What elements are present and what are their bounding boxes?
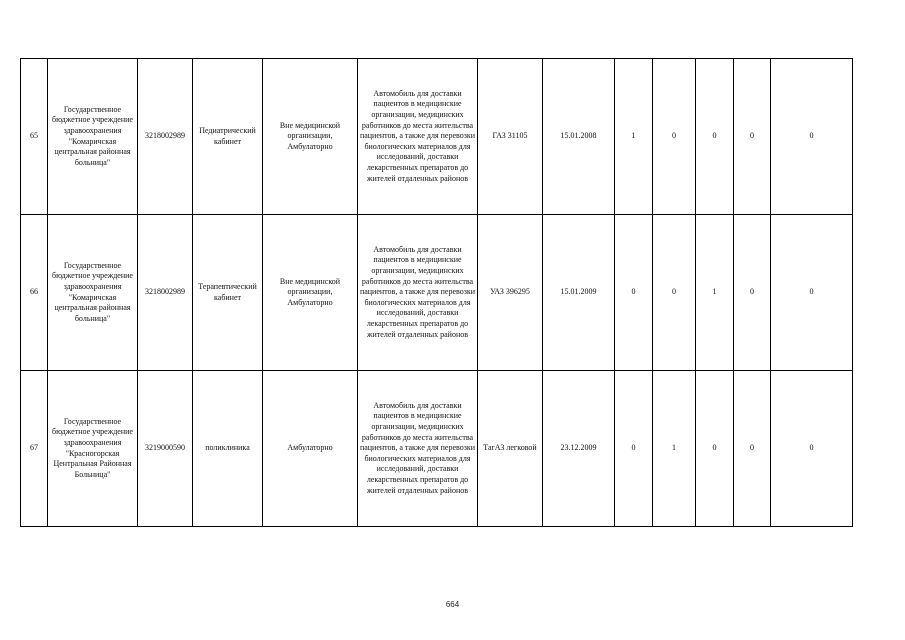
location-cell: Вне медицинской организации, Амбулаторно [263,215,358,371]
count-cell-4: 0 [734,215,771,371]
vehicle-model-cell: ТагАЗ легковой [478,371,543,527]
institution-cell: Государственное бюджетное учреждение здравоохранения "Комаричская центральная районная больница" [48,59,138,215]
count-cell-5: 0 [771,59,853,215]
purpose-cell: Автомобиль для доставки пациентов в медицинские организации, медицинских работников до места жительства пациентов, а также для перевозки биологических материалов для исследований, доставки лекарственных препаратов до жителей отдаленных районов [358,59,478,215]
page-number: 664 [445,600,460,609]
location-cell: Вне медицинской организации, Амбулаторно [263,59,358,215]
institution-cell: Государственное бюджетное учреждение здравоохранения "Красногорская Центральная Районная Больница" [48,371,138,527]
count-cell-5: 0 [771,371,853,527]
count-cell-1: 0 [615,371,653,527]
row-number-cell: 66 [21,215,48,371]
count-cell-3: 0 [696,59,734,215]
count-cell-4: 0 [734,59,771,215]
vehicle-model-cell: ГАЗ 31105 [478,59,543,215]
table-row [21,59,853,215]
count-cell-3: 0 [696,371,734,527]
count-cell-2: 0 [653,215,696,371]
date-cell: 23.12.2009 [543,371,615,527]
count-cell-2: 1 [653,371,696,527]
inn-cell: 3218002989 [138,59,193,215]
count-cell-5: 0 [771,215,853,371]
purpose-cell: Автомобиль для доставки пациентов в медицинские организации, медицинских работников до места жительства пациентов, а также для перевозки биологических материалов для исследований, доставки лекарственных препаратов до жителей отдаленных районов [358,215,478,371]
row-number-cell: 67 [21,371,48,527]
table-row [21,215,853,371]
vehicle-model-cell: УАЗ 396295 [478,215,543,371]
location-cell: Амбулаторно [263,371,358,527]
count-cell-2: 0 [653,59,696,215]
count-cell-1: 0 [615,215,653,371]
purpose-cell: Автомобиль для доставки пациентов в медицинские организации, медицинских работников до места жительства пациентов, а также для перевозки биологических материалов для исследований, доставки лекарственных препаратов до жителей отдаленных районов [358,371,478,527]
inn-cell: 3219000590 [138,371,193,527]
institution-cell: Государственное бюджетное учреждение здравоохранения "Комаричская центральная районная больница" [48,215,138,371]
date-cell: 15.01.2009 [543,215,615,371]
department-cell: Терапевтический кабинет [193,215,263,371]
count-cell-4: 0 [734,371,771,527]
count-cell-3: 1 [696,215,734,371]
vehicle-register-table [20,58,853,527]
department-cell: поликлиника [193,371,263,527]
count-cell-1: 1 [615,59,653,215]
row-number-cell: 65 [21,59,48,215]
department-cell: Педиатрический кабинет [193,59,263,215]
table-row [21,371,853,527]
date-cell: 15.01.2008 [543,59,615,215]
inn-cell: 3218002989 [138,215,193,371]
